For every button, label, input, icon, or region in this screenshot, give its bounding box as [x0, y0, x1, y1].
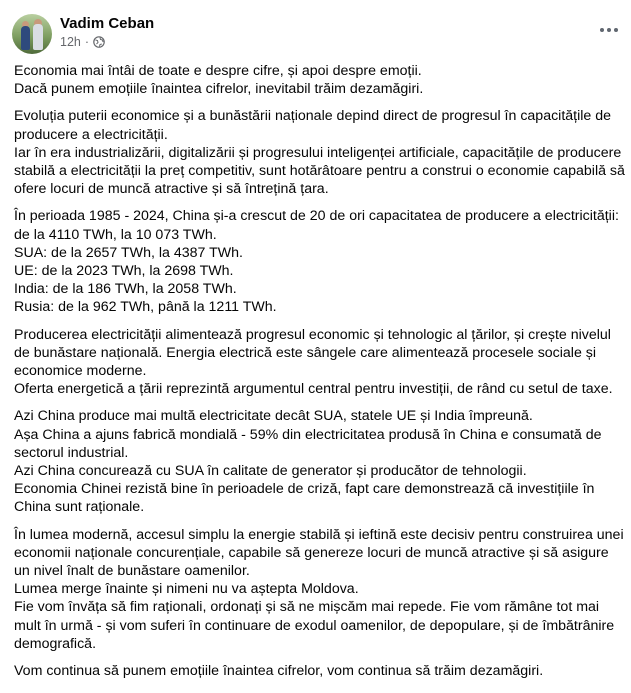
avatar[interactable] — [12, 14, 52, 54]
paragraph-line: Azi China concurează cu SUA în calitate de generator și producător de tehnologii. — [14, 463, 527, 480]
paragraph-line: Lumea merge înainte și nimeni nu va aștepta Moldova. — [14, 581, 359, 598]
paragraph-line: Evoluția puterii economice și a bunăstării naționale depind direct de progresul în capacitățile de producere a electricității. — [14, 108, 612, 143]
paragraph-line: Iar în era industrializării, digitalizării și progresului inteligenței artificiale, capacitățile de producere stabilă a electricității la preț competitiv, sunt hotărâtoare pentru a construi o economie capabilă să ofere locuri de muncă atractive și să întrețină țara. — [14, 144, 625, 198]
paragraph-line: În lumea modernă, accesul simplu la energie stabilă și ieftină este decisiv pentru construirea unei economii naționale concurențiale, capabile să genereze locuri de muncă atractive și să asigure un nivel înalt de bunăstare oamenilor. — [14, 526, 624, 580]
paragraph-line: Dacă punem emoțiile înaintea cifrelor, inevitabil trăim dezamăgiri. — [14, 81, 424, 98]
paragraph-line: Economia mai întâi de toate e despre cifre, și apoi despre emoții. — [14, 63, 422, 79]
more-options-icon[interactable] — [597, 18, 621, 42]
paragraph-line: Rusia: de la 962 TWh, până la 1211 TWh. — [14, 299, 277, 316]
post-paragraph — [14, 526, 626, 653]
paragraph-line: India: de la 186 TWh, la 2058 TWh. — [14, 281, 237, 298]
post-paragraph — [14, 107, 626, 198]
author-name[interactable]: Vadim Ceban — [60, 15, 155, 32]
post-paragraph — [14, 62, 626, 98]
paragraph-line: Oferta energetică a țării reprezintă argumentul central pentru investiții, de rând cu setul de taxe. — [14, 381, 613, 398]
post-paragraph — [14, 407, 626, 516]
paragraph-line: Vom continua să punem emoțiile înaintea cifrelor, vom continua să trăim dezamăgiri. — [14, 663, 544, 680]
globe-icon[interactable] — [93, 36, 105, 48]
meta-separator: · — [84, 35, 90, 49]
post-paragraph — [14, 326, 626, 399]
paragraph-line: Fie vom învăța să fim raționali, ordonați și să ne mișcăm mai repede. Fie vom rămâne tot mai mult în urmă - și vom suferi în continuare de exodul oamenilor, de depopulare, și de îmbătrânire demografică. — [14, 599, 615, 652]
paragraph-line: Economia Chinei rezistă bine în perioadele de criză, fapt care demonstrează că investițiile în China sunt raționale. — [14, 481, 595, 516]
paragraph-line: Azi China produce mai multă electricitate decât SUA, statele UE și India împreună. — [14, 408, 533, 425]
paragraph-line: Așa China a ajuns fabrică mondială - 59% din electricitatea produsă în China e consumată de sectorul industrial. — [14, 426, 602, 461]
paragraph-line: SUA: de la 2657 TWh, la 4387 TWh. — [14, 244, 243, 261]
post-paragraph — [14, 207, 626, 316]
post-text — [14, 62, 626, 689]
post-paragraph — [14, 662, 626, 680]
post-header — [0, 0, 631, 58]
post-time[interactable]: 12h — [60, 35, 81, 49]
paragraph-line: UE: de la 2023 TWh, la 2698 TWh. — [14, 263, 234, 280]
paragraph-line: În perioada 1985 - 2024, China și-a crescut de 20 de ori capacitatea de producere a electricității: de la 4110 TWh, la 10 073 TWh. — [14, 208, 619, 243]
paragraph-line: Producerea electricității alimentează progresul economic și tehnologic al țărilor, și crește nivelul de bunăstare națională. Energia electrică este sângele care alimentează procesele sociale și economice moderne. — [14, 326, 611, 380]
post-meta — [60, 35, 105, 49]
